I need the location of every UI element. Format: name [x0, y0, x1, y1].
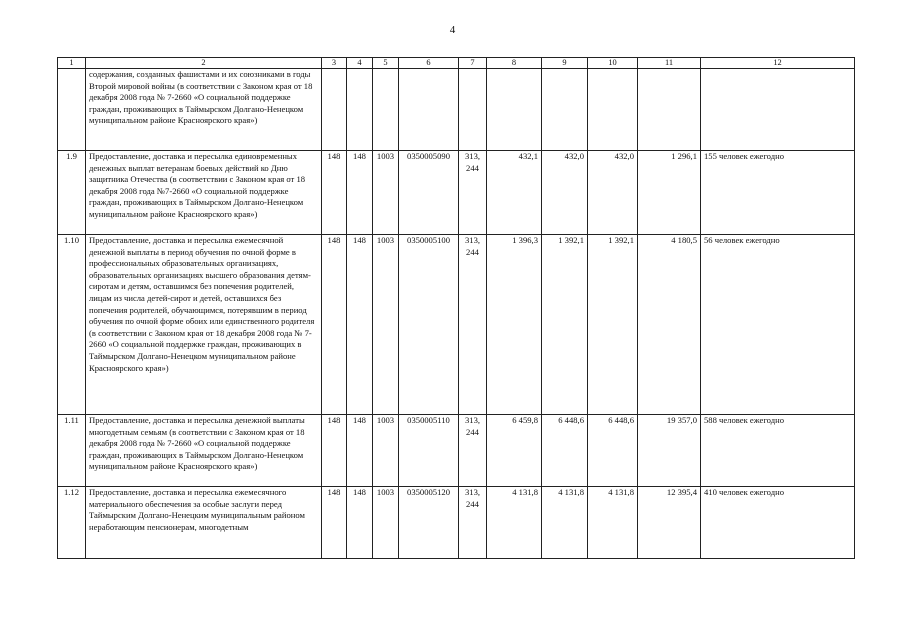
cell-col3: 148 — [322, 151, 347, 235]
column-header: 4 — [347, 58, 373, 69]
cell-col11: 1 296,1 — [638, 151, 701, 235]
cell-col8 — [487, 69, 542, 151]
cell-col5 — [373, 69, 399, 151]
cell-col8: 4 131,8 — [487, 487, 542, 559]
table-row — [58, 415, 855, 487]
cell-col11: 12 395,4 — [638, 487, 701, 559]
page-number: 4 — [449, 24, 456, 36]
cell-col6: 0350005090 — [399, 151, 459, 235]
cell-col3: 148 — [322, 487, 347, 559]
cell-col4: 148 — [347, 235, 373, 415]
cell-col3 — [322, 69, 347, 151]
cell-col5: 1003 — [373, 235, 399, 415]
cell-col6: 0350005110 — [399, 415, 459, 487]
row-number: 1.11 — [58, 415, 86, 487]
budget-table — [57, 57, 855, 559]
column-header: 6 — [399, 58, 459, 69]
table-row — [58, 235, 855, 415]
row-description: Предоставление, доставка и пересылка ежемесячной денежной выплаты в период обучения по очной форме в профессиональных образовательных организациях, образовательных организациях высшего образования детям-сиротам и детям, оставшимся без попечения родителей, лицам из числа детей-сирот и детей, оставшихся без попечения родителей, обучающимся, потерявшим в период обучения по очной форме обоих или единственного родителя (в соответствии с Законом края от 18 декабря 2008 года № 7-2660 «О социальной поддержке граждан, проживающих в Таймырском Долгано-Ненецком муниципальном районе Красноярского края») — [86, 235, 322, 415]
cell-col12: 588 человек ежегодно — [701, 415, 855, 487]
row-number: 1.10 — [58, 235, 86, 415]
column-header: 9 — [542, 58, 588, 69]
column-header: 12 — [701, 58, 855, 69]
cell-col7: 313, 244 — [459, 487, 487, 559]
cell-col9: 1 392,1 — [542, 235, 588, 415]
cell-col10: 1 392,1 — [588, 235, 638, 415]
column-header: 3 — [322, 58, 347, 69]
cell-col5: 1003 — [373, 415, 399, 487]
cell-col6: 0350005100 — [399, 235, 459, 415]
cell-col5: 1003 — [373, 487, 399, 559]
table-header-row — [58, 58, 855, 69]
row-number: 1.12 — [58, 487, 86, 559]
table-row — [58, 69, 855, 151]
cell-col12 — [701, 69, 855, 151]
cell-col7 — [459, 69, 487, 151]
cell-col10 — [588, 69, 638, 151]
cell-col4: 148 — [347, 151, 373, 235]
cell-col7: 313, 244 — [459, 235, 487, 415]
cell-col5: 1003 — [373, 151, 399, 235]
cell-col11: 4 180,5 — [638, 235, 701, 415]
cell-col8: 432,1 — [487, 151, 542, 235]
cell-col6 — [399, 69, 459, 151]
cell-col9: 4 131,8 — [542, 487, 588, 559]
cell-col4: 148 — [347, 415, 373, 487]
cell-col7: 313, 244 — [459, 151, 487, 235]
cell-col12: 155 человек ежегодно — [701, 151, 855, 235]
row-number — [58, 69, 86, 151]
column-header: 8 — [487, 58, 542, 69]
column-header: 10 — [588, 58, 638, 69]
cell-col12: 410 человек ежегодно — [701, 487, 855, 559]
cell-col7: 313, 244 — [459, 415, 487, 487]
column-header: 7 — [459, 58, 487, 69]
column-header: 11 — [638, 58, 701, 69]
cell-col12: 56 человек ежегодно — [701, 235, 855, 415]
cell-col11 — [638, 69, 701, 151]
row-description: Предоставление, доставка и пересылка денежной выплаты многодетным семьям (в соответствии с Законом края от 18 декабря 2008 года № 7-2660 «О социальной поддержке граждан, проживающих в Таймырском Долгано-Ненецком муниципальном районе Красноярского края») — [86, 415, 322, 487]
row-description: Предоставление, доставка и пересылка единовременных денежных выплат ветеранам боевых действий ко Дню защитника Отечества (в соответствии с Законом края от 18 декабря 2008 года №7-2660 «О социальной поддержке граждан, проживающих в Таймырском Долгано-Ненецком муниципальном районе Красноярского края») — [86, 151, 322, 235]
cell-col9 — [542, 69, 588, 151]
cell-col9: 6 448,6 — [542, 415, 588, 487]
cell-col9: 432,0 — [542, 151, 588, 235]
cell-col4 — [347, 69, 373, 151]
cell-col10: 6 448,6 — [588, 415, 638, 487]
row-number: 1.9 — [58, 151, 86, 235]
column-header: 5 — [373, 58, 399, 69]
column-header: 2 — [86, 58, 322, 69]
cell-col10: 432,0 — [588, 151, 638, 235]
cell-col3: 148 — [322, 415, 347, 487]
cell-col8: 1 396,3 — [487, 235, 542, 415]
table-row — [58, 151, 855, 235]
row-description: содержания, созданных фашистами и их союзниками в годы Второй мировой войны (в соответствии с Законом края от 18 декабря 2008 года № 7-2660 «О социальной поддержке граждан, проживающих в Таймырском Долгано-Ненецком муниципальном районе Красноярского края») — [86, 69, 322, 151]
cell-col11: 19 357,0 — [638, 415, 701, 487]
column-header: 1 — [58, 58, 86, 69]
cell-col10: 4 131,8 — [588, 487, 638, 559]
cell-col8: 6 459,8 — [487, 415, 542, 487]
cell-col4: 148 — [347, 487, 373, 559]
cell-col3: 148 — [322, 235, 347, 415]
cell-col6: 0350005120 — [399, 487, 459, 559]
table-row — [58, 487, 855, 559]
row-description: Предоставление, доставка и пересылка ежемесячного материального обеспечения за особые заслуги перед Таймырским Долгано-Ненецким муниципальным районом неработающим пенсионерам, многодетным — [86, 487, 322, 559]
